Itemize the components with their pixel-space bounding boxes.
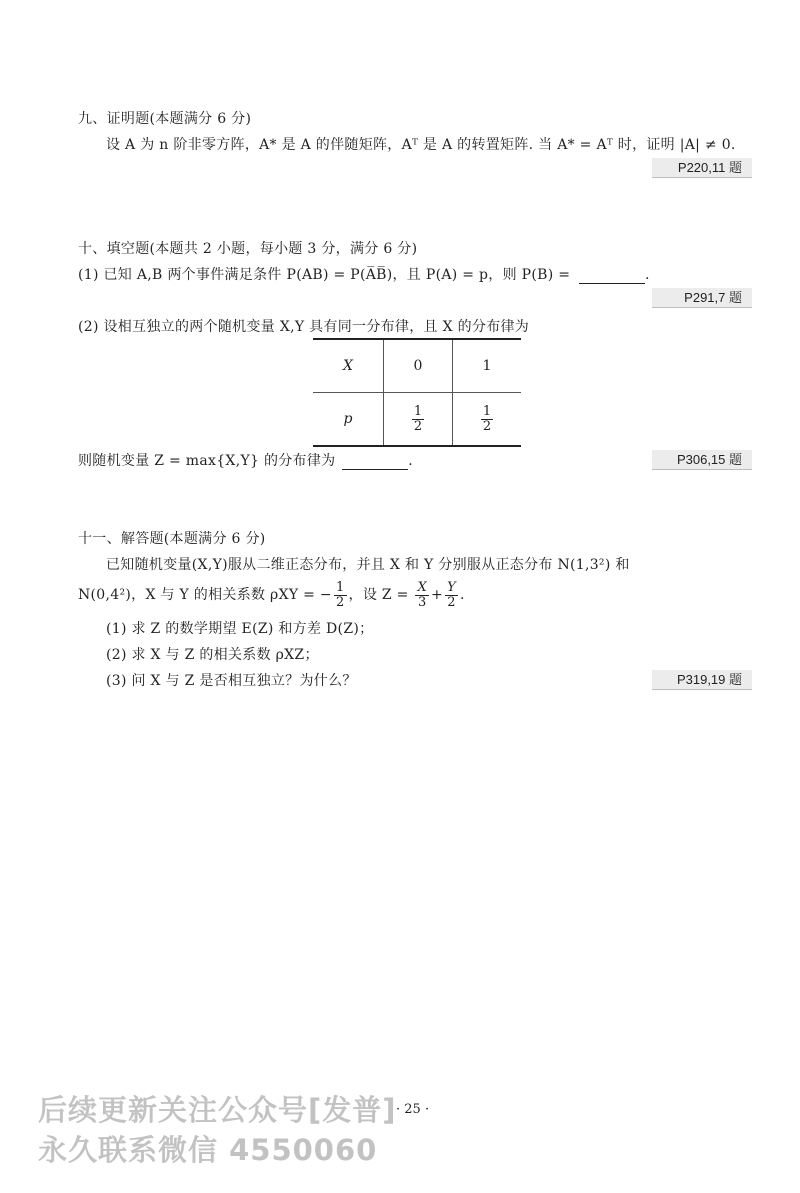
prob-0-denominator: 2 — [413, 418, 423, 434]
q11-line2 — [78, 578, 465, 612]
q10-part2-tail — [78, 452, 413, 470]
q10-part1-reference: P291,7 题 — [652, 288, 752, 308]
q10-part2-end: . — [408, 453, 413, 469]
z-frac1-numerator: X — [417, 579, 428, 595]
watermark-line1: 后续更新关注公众号[发普] — [38, 1093, 397, 1127]
q10-part1-end: . — [645, 267, 650, 283]
q11-reference: P319,19 题 — [652, 670, 752, 690]
q9-body: 设 A 为 n 阶非零方阵，A* 是 A 的伴随矩阵，Aᵀ 是 A 的转置矩阵. 当 A* = Aᵀ 时，证明 |A| ≠ 0. — [106, 137, 736, 153]
z-plus: + — [431, 587, 444, 603]
q10-part2-reference: P306,15 题 — [652, 450, 752, 470]
distribution-table — [313, 338, 521, 447]
page-number: · 25 · — [396, 1102, 430, 1117]
table-value-0: 0 — [384, 339, 453, 393]
q11-sub3: (3) 问 X 与 Z 是否相互独立？为什么？ — [106, 673, 357, 689]
table-header-x: X — [313, 339, 384, 393]
table-value-1: 1 — [453, 339, 522, 393]
q11-sub2: (2) 求 X 与 Z 的相关系数 ρXZ； — [106, 647, 319, 663]
q11-line2-b: ，设 Z = — [348, 587, 409, 603]
prob-0-numerator: 1 — [413, 403, 423, 419]
q11-heading: 十一、解答题(本题满分 6 分) — [78, 531, 266, 547]
rho-denominator: 2 — [335, 594, 345, 610]
prob-1-numerator: 1 — [482, 403, 492, 419]
q10-part1-blank — [579, 269, 645, 284]
q10-part1 — [78, 266, 650, 284]
z-frac2-denominator: 2 — [447, 594, 456, 610]
q11-sub1: (1) 求 Z 的数学期望 E(Z) 和方差 D(Z)； — [106, 621, 374, 637]
q10-part2: (2) 设相互独立的两个随机变量 X,Y 具有同一分布律，且 X 的分布律为 — [78, 319, 530, 335]
q11-line2-end: . — [459, 587, 465, 603]
q10-part2-tail-text: 则随机变量 Z = max{X,Y} 的分布律为 — [78, 453, 336, 469]
z-frac1-denominator: 3 — [417, 594, 427, 610]
q11-line1: 已知随机变量(X,Y)服从二维正态分布，并且 X 和 Y 分别服从正态分布 N(1,3²) 和 — [106, 557, 630, 573]
table-header-p: p — [313, 393, 384, 447]
q9-reference: P220,11 题 — [652, 158, 752, 178]
rho-numerator: 1 — [335, 579, 345, 595]
q9-heading: 九、证明题(本题满分 6 分) — [78, 111, 252, 127]
q11-line2-a: N(0,4²)，X 与 Y 的相关系数 ρXY = − — [78, 587, 332, 603]
table-prob-1 — [453, 393, 522, 447]
q10-heading: 十、填空题(本题共 2 小题，每小题 3 分，满分 6 分) — [78, 241, 418, 257]
q10-part1-text: (1) 已知 A,B 两个事件满足条件 P(AB) = P(A̅B̅)，且 P(A) = p，则 P(B) = — [78, 267, 571, 283]
z-frac2-numerator: Y — [447, 579, 456, 595]
q10-part2-blank — [342, 455, 408, 470]
watermark-line2: 永久联系微信 4550060 — [38, 1133, 378, 1167]
table-prob-0 — [384, 393, 453, 447]
prob-1-denominator: 2 — [482, 418, 492, 434]
